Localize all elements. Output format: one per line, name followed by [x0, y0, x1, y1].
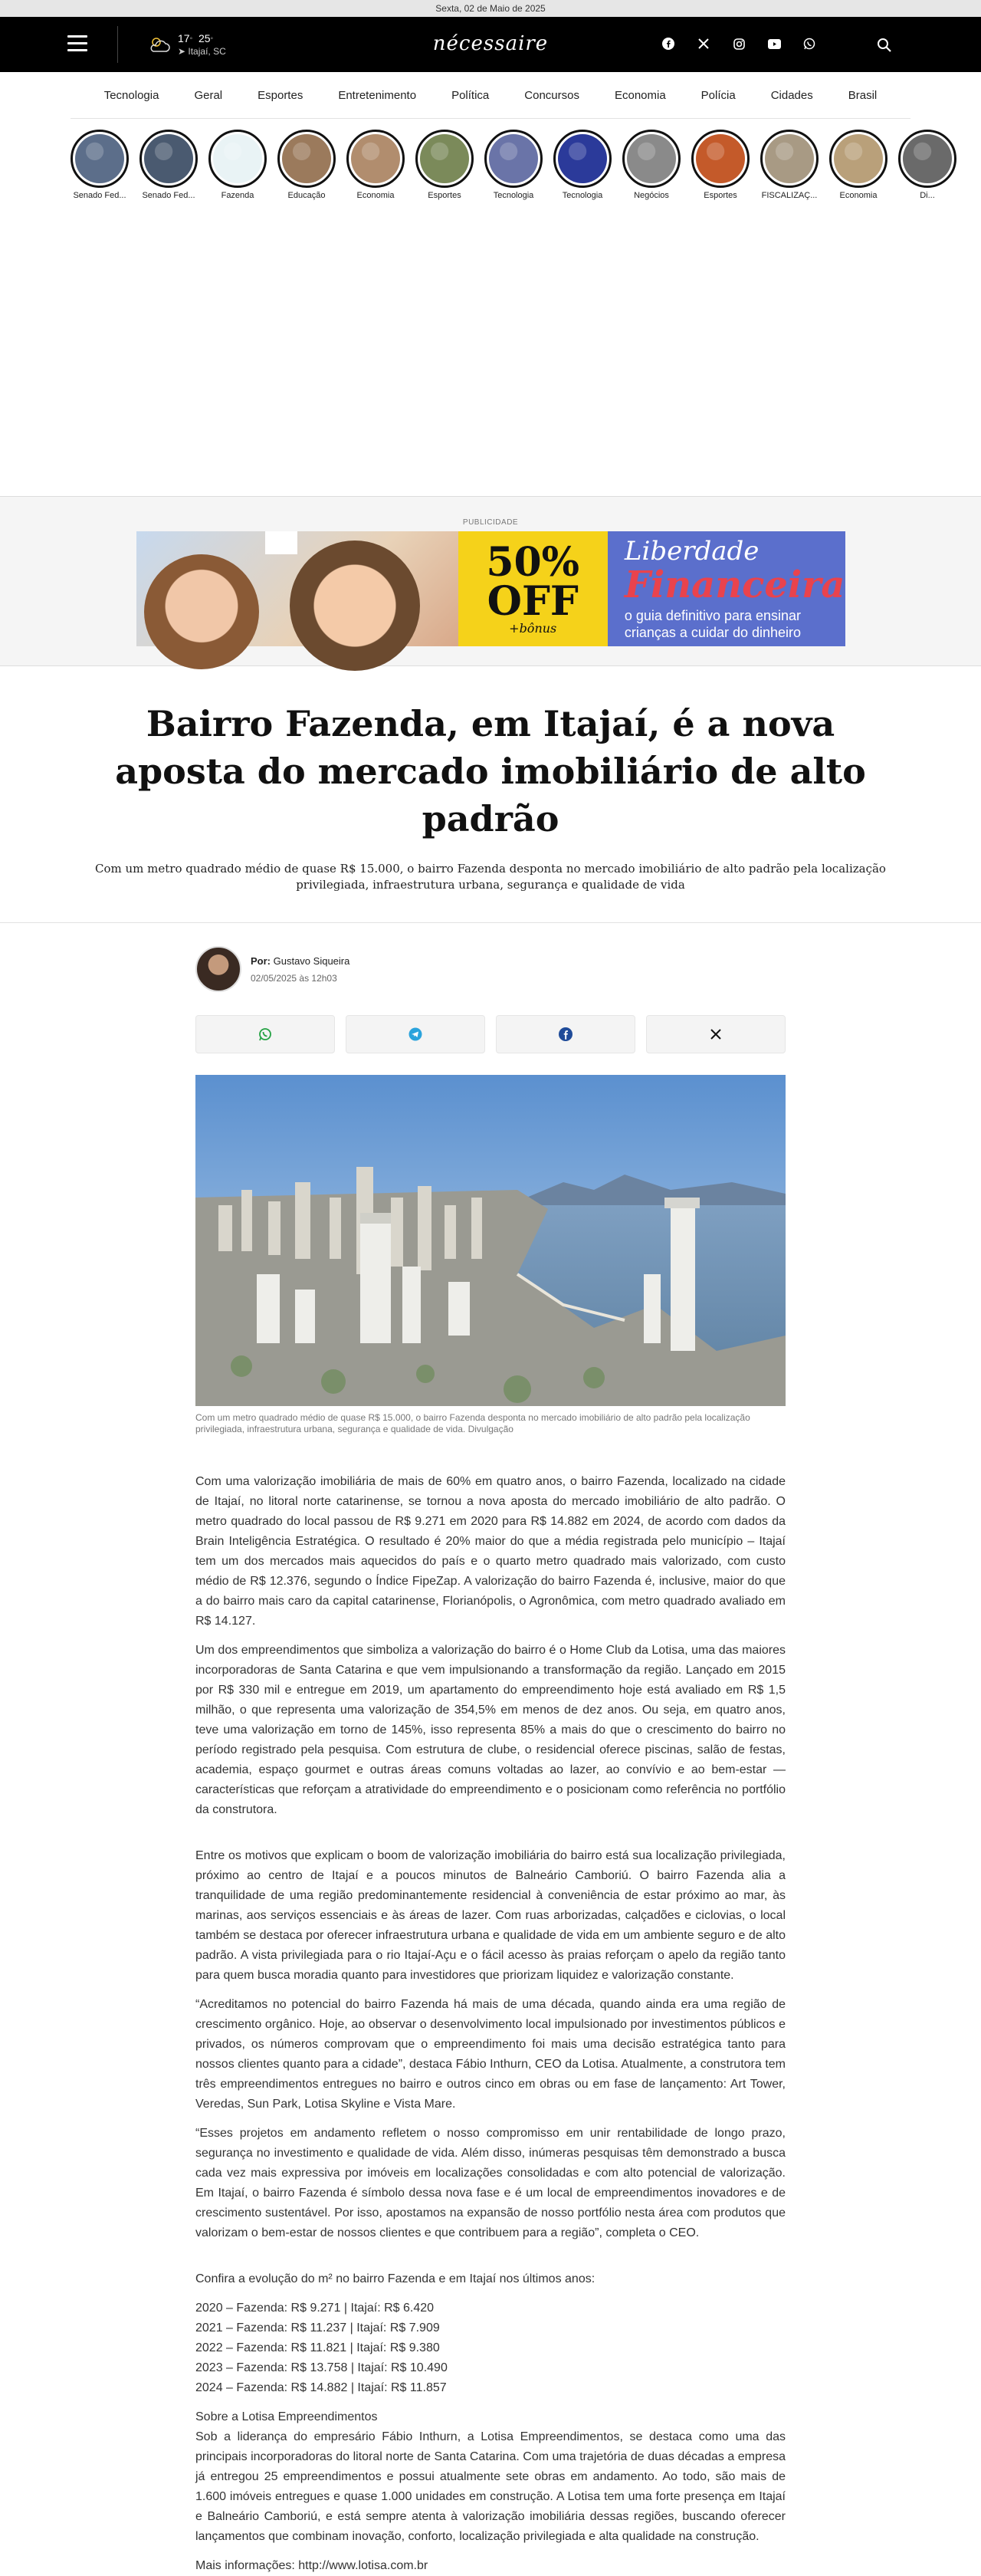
stories-carousel: [0, 119, 935, 200]
story-item[interactable]: [898, 130, 956, 200]
author-name[interactable]: Gustavo Siqueira: [273, 955, 350, 967]
story-thumbnail: [71, 130, 129, 188]
x-icon[interactable]: [695, 35, 712, 52]
article-body: [195, 946, 786, 2576]
paragraph: “Acreditamos no potencial do bairro Fazenda há mais de uma década, quando ainda era uma região de crescimento orgânico. Hoje, ao observar o desenvolvimento local impulsionado por investimentos públicos e privados, os números comprovam que o empreendimento foi mais uma decisão estratégica tanto para nossos clientes quanto para a cidade”, destaca Fábio Inthurn, CEO da Lotisa. Atualmente, a construtora tem três empreendimentos entregues no bairro e outros cinco em obras ou em fase de lançamento: Art Tower, Veredas, Sun Park, Lotisa Skyline e Vista Mare.: [195, 1998, 786, 2111]
story-item[interactable]: [277, 130, 336, 200]
story-thumbnail: [898, 130, 956, 188]
story-thumbnail: [829, 130, 887, 188]
advertisement: [0, 496, 981, 666]
nav-policia[interactable]: Polícia: [700, 88, 736, 102]
story-thumbnail: [691, 130, 750, 188]
nav-tecnologia[interactable]: Tecnologia: [103, 88, 159, 102]
list-item: 2020 – Fazenda: R$ 9.271 | Itajaí: R$ 6.420: [195, 2302, 435, 2315]
whatsapp-icon[interactable]: [801, 35, 818, 52]
instagram-icon[interactable]: [730, 35, 747, 52]
list-item: 2022 – Fazenda: R$ 11.821 | Itajaí: R$ 9.380: [195, 2341, 440, 2354]
story-thumbnail: [484, 130, 543, 188]
article-photo: [195, 1075, 786, 1406]
telegram-icon: [408, 1027, 422, 1041]
story-label: Fazenda: [221, 191, 254, 200]
nav-esportes[interactable]: Esportes: [258, 88, 303, 102]
evolution-intro: Confira a evolução do m² no bairro Fazenda e em Itajaí nos últimos anos:: [195, 2272, 595, 2285]
ad-copy: Liberdade Financeira o guia definitivo para ensinar crianças a cuidar do dinheiro: [624, 536, 845, 640]
nav-concursos[interactable]: Concursos: [524, 88, 579, 102]
category-nav: [0, 72, 981, 118]
story-item[interactable]: [691, 130, 750, 200]
weather-temps: 17° 25°: [178, 32, 214, 44]
social-links: [660, 35, 818, 52]
nav-brasil[interactable]: Brasil: [848, 88, 878, 102]
story-item[interactable]: [208, 130, 267, 200]
temp-min: 25: [198, 32, 211, 44]
temp-max: 17: [178, 32, 190, 44]
story-label: FISCALIZAÇ...: [761, 191, 818, 200]
story-label: Tecnologia: [493, 191, 534, 200]
paragraph: Um dos empreendimentos que simboliza a valorização do bairro é o Home Club da Lotisa, uma das maiores incorporadoras de Santa Catarina e que vem impulsionando a transformação da região. Lançado em 2015 por R$ 330 mil e entregue em 2019, um apartamento do empreendimento hoje está avaliado em R$ 1,5 milhão, o que representa uma valorização de 354,5% em menos de dez anos. Ou seja, em quatro anos, teve uma valorização em torno de 145%, isso representa 85% a mais do que o crescimento do bairro no período registrado pela pesquisa. Com estrutura de clube, o residencial oferece piscinas, salão de festas, academia, espaço gourmet e outras áreas comuns voltadas ao lazer, ao convívio e ao bem-estar — características que reforçam a atratividade do empreendimento e o posicionam como referência no portfólio da construtora.: [195, 1644, 786, 1816]
share-bar: [195, 1015, 786, 1053]
story-item[interactable]: [415, 130, 474, 200]
story-thumbnail: [208, 130, 267, 188]
story-label: Di...: [920, 191, 935, 200]
story-label: Educação: [287, 191, 326, 200]
story-item[interactable]: [622, 130, 681, 200]
site-logo[interactable]: nécessaire: [432, 32, 549, 55]
photo-caption: Com um metro quadrado médio de quase R$ 15.000, o bairro Fazenda desponta no mercado imobiliário de alto padrão pela localização privilegiada, infraestrutura urbana, segurança e qualidade de vida. Divulgação: [195, 1412, 750, 1434]
story-thumbnail: [622, 130, 681, 188]
weather-city: ➤ Itajaí, SC: [178, 46, 226, 57]
paragraph: “Esses projetos em andamento refletem o nosso compromisso em unir rentabilidade de longo prazo, segurança no investimento e qualidade de vida. Além disso, inúmeras pesquisas têm demonstrado a busca cada vez mais expressiva por imóveis em localizações consolidadas e com alto potencial de valorização. Em Itajaí, o bairro Fazenda é símbolo dessa nova fase e é um local de empreendimentos inovadores e de crescimento sustentável. Por isso, apostamos na expansão de nosso portfólio nesta área com produtos que valorizam o bem-estar de nossos clientes e que contribuem para a região”, completa o CEO.: [195, 2127, 786, 2239]
story-label: Economia: [356, 191, 395, 200]
list-item: 2021 – Fazenda: R$ 11.237 | Itajaí: R$ 7.909: [195, 2321, 440, 2334]
story-item[interactable]: [71, 130, 129, 200]
author-line: Por: Gustavo Siqueira: [251, 955, 350, 967]
evolution-list: [195, 2298, 786, 2398]
whatsapp-icon: [258, 1027, 272, 1041]
story-item[interactable]: [553, 130, 612, 200]
article-text: [195, 1472, 786, 2576]
list-item: 2024 – Fazenda: R$ 14.882 | Itajaí: R$ 11.857: [195, 2381, 447, 2394]
x-icon: [710, 1028, 722, 1040]
ad-banner[interactable]: [136, 531, 845, 646]
story-label: Senado Fed...: [142, 191, 195, 200]
article-subtitle: Com um metro quadrado médio de quase R$ 15.000, o bairro Fazenda desponta no mercado imobiliário de alto padrão pela localização privilegiada, infraestrutura urbana, segurança e qualidade de vida: [95, 862, 886, 892]
publish-date: 02/05/2025 às 12h03: [251, 972, 337, 984]
list-item: 2023 – Fazenda: R$ 13.758 | Itajaí: R$ 10.490: [195, 2361, 448, 2374]
ad-label: PUBLICIDADE: [462, 518, 519, 527]
share-whatsapp-button[interactable]: [195, 1015, 335, 1053]
search-icon[interactable]: [876, 37, 893, 54]
nav-entretenimento[interactable]: Entretenimento: [338, 88, 417, 102]
about-title: Sobre a Lotisa Empreendimentos: [195, 2410, 378, 2423]
share-x-button[interactable]: [646, 1015, 786, 1053]
article-title: Bairro Fazenda, em Itajaí, é a nova aposta do mercado imobiliário de alto padrão: [115, 703, 866, 840]
story-item[interactable]: [346, 130, 405, 200]
article-header: [0, 666, 981, 893]
ad-kids-photo: [136, 531, 458, 646]
story-item[interactable]: [760, 130, 819, 200]
story-label: Esportes: [428, 191, 461, 200]
story-thumbnail: [415, 130, 474, 188]
story-thumbnail: [277, 130, 336, 188]
nav-politica[interactable]: Política: [451, 88, 490, 102]
current-date: Sexta, 02 de Maio de 2025: [435, 3, 546, 14]
empty-ad-slot: [0, 196, 981, 496]
paragraph: Com uma valorização imobiliária de mais de 60% em quatro anos, o bairro Fazenda, localizado na cidade de Itajaí, no litoral norte catarinense, se tornou a nova aposta do mercado imobiliário de alto padrão. O metro quadrado do local passou de R$ 9.271 em 2020 para R$ 14.882 em 2024, de acordo com dados da Brain Inteligência Estratégica. O resultado é 20% maior do que a média registrada pelo município – Itajaí tem um dos mercados mais aquecidos do país e o quarto metro quadrado mais valorizado, com custo médio de R$ 12.376, segundo o Índice FipeZap. A valorização do bairro Fazenda é, inclusive, maior do que a do bairro mais caro da capital catarinense, Florianópolis, o Agronômica, com metro quadrado avaliado em R$ 14.127.: [195, 1475, 786, 1628]
avatar: [195, 946, 241, 992]
nav-cidades[interactable]: Cidades: [770, 88, 813, 102]
ad-discount: 50% OFF +bônus: [458, 531, 608, 646]
site-header: [0, 17, 981, 72]
story-item[interactable]: [829, 130, 887, 200]
header-separator: [0, 922, 981, 923]
nav-economia[interactable]: Economia: [614, 88, 666, 102]
youtube-icon[interactable]: [766, 35, 783, 52]
story-label: Economia: [839, 191, 878, 200]
facebook-icon[interactable]: [660, 35, 677, 52]
top-date-bar: [0, 0, 981, 17]
about-text: Sob a liderança do empresário Fábio Inthurn, a Lotisa Empreendimentos, se destaca como uma das principais incorporadoras do litoral norte de Santa Catarina. Com uma trajetória de duas décadas a empresa já entregou 25 empreendimentos e possui atualmente sete obras em andamento. Ao todo, são mais de 1.600 imóveis entregues e quase 1.000 unidades em construção. A Lotisa tem uma forte presença em Itajaí e Balneário Camboriú, e está sempre atenta à valorização imobiliária dessas regiões, buscando oferecer lançamentos que combinam inovação, conforto, localização privilegiada e alta qualidade na construção.: [195, 2430, 786, 2543]
story-item[interactable]: [484, 130, 543, 200]
story-thumbnail: [553, 130, 612, 188]
more-info-link[interactable]: Mais informações: http://www.lotisa.com.br: [195, 2559, 428, 2572]
story-label: Esportes: [704, 191, 737, 200]
paragraph: Entre os motivos que explicam o boom de valorização imobiliária do bairro está sua localização privilegiada, próximo ao centro de Itajaí e a poucos minutos de Balneário Camboriú. O bairro Fazenda alia a tranquilidade de uma região predominantemente residencial à conveniência de estar próximo ao mar, às marinas, aos serviços essenciais e às áreas de lazer. Com ruas arborizadas, calçadões e ciclovias, o local também se destaca por oferecer infraestrutura urbana e qualidade de vida em um ambiente seguro e de alto padrão. A vista privilegiada para o rio Itajaí-Açu e o fácil acesso às praias reforçam o apelo da região tanto para quem busca moradia quanto para investidores que priorizam liquidez e valorização constante.: [195, 1849, 786, 1982]
story-label: Senado Fed...: [73, 191, 126, 200]
facebook-icon: [559, 1027, 573, 1041]
story-label: Negócios: [634, 191, 669, 200]
story-item[interactable]: [139, 130, 198, 200]
story-thumbnail: [760, 130, 819, 188]
story-label: Tecnologia: [562, 191, 603, 200]
author-box: [195, 946, 786, 992]
share-telegram-button[interactable]: [346, 1015, 485, 1053]
story-thumbnail: [346, 130, 405, 188]
story-thumbnail: [139, 130, 198, 188]
nav-geral[interactable]: Geral: [194, 88, 223, 102]
share-facebook-button[interactable]: [496, 1015, 635, 1053]
